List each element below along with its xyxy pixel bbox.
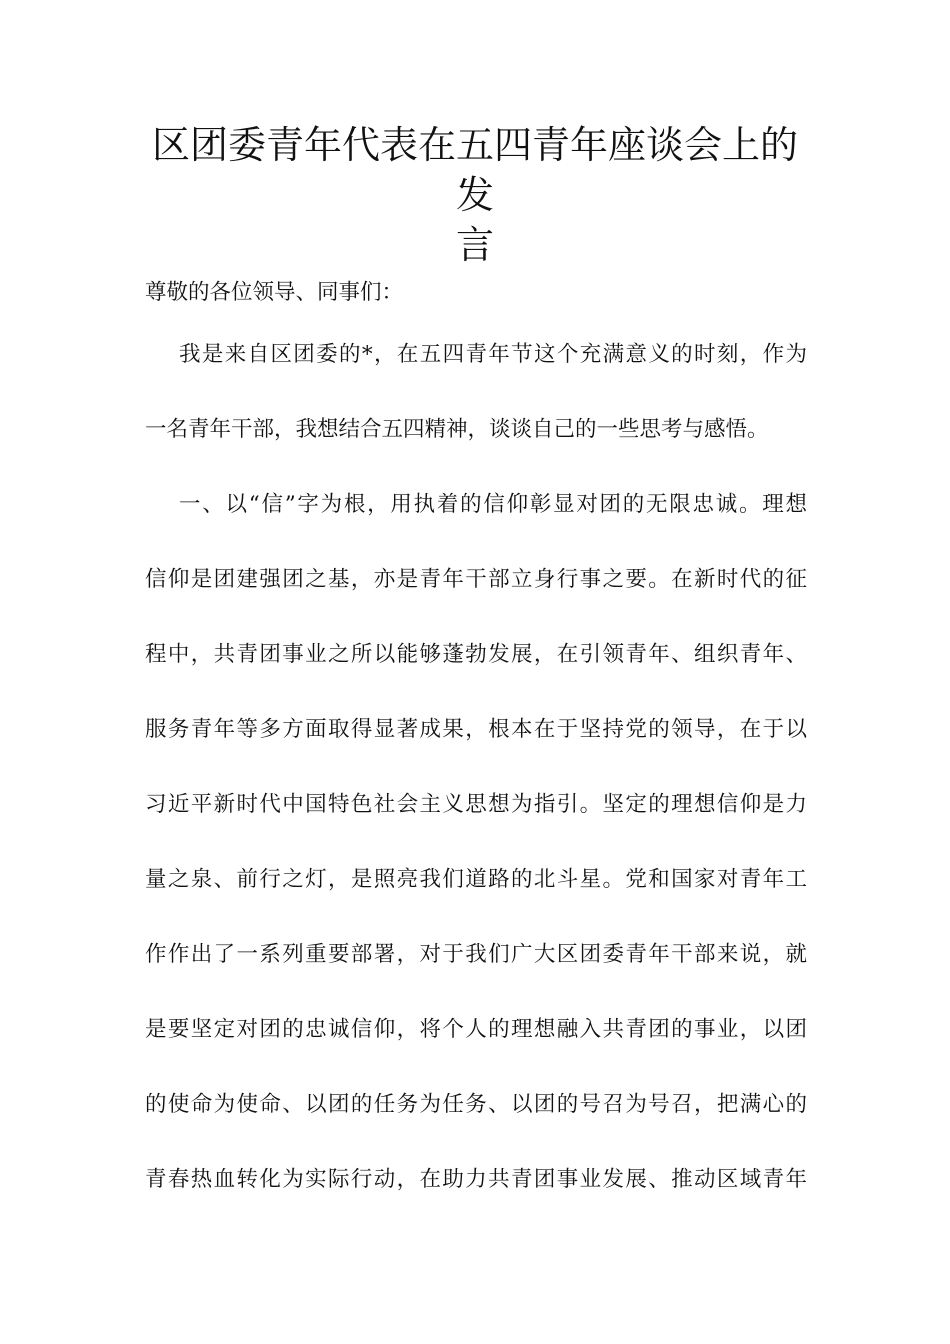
paragraph-line: 信仰是团建强团之基，亦是青年干部立身行事之要。在新时代的征	[145, 567, 807, 592]
paragraph-line: 一、以“信”字为根，用执着的信仰彰显对团的无限忠诚。理想	[179, 492, 807, 517]
title-line-2: 言	[455, 223, 494, 267]
paragraph-line: 习近平新时代中国特色社会主义思想为指引。坚定的理想信仰是力	[145, 792, 807, 817]
salutation: 尊敬的各位领导、同事们：	[145, 280, 404, 305]
paragraph-line: 青春热血转化为实际行动，在助力共青团事业发展、推动区域青年	[145, 1167, 807, 1192]
title-line-1: 区团委青年代表在五四青年座谈会上的发	[151, 123, 798, 217]
document-body	[145, 340, 807, 1240]
document-title	[140, 120, 810, 270]
paragraph-line: 的使命为使命、以团的任务为任务、以团的号召为号召，把满心的	[145, 1092, 807, 1117]
paragraph-line: 一名青年干部，我想结合五四精神，谈谈自己的一些思考与感悟。	[145, 417, 769, 442]
paragraph-line: 服务青年等多方面取得显著成果，根本在于坚持党的领导，在于以	[145, 717, 807, 742]
paragraph-line: 程中，共青团事业之所以能够蓬勃发展，在引领青年、组织青年、	[145, 642, 807, 667]
paragraph-line: 量之泉、前行之灯，是照亮我们道路的北斗星。党和国家对青年工	[145, 867, 807, 892]
paragraph-line: 作作出了一系列重要部署，对于我们广大区团委青年干部来说，就	[145, 942, 807, 967]
paragraph-line: 是要坚定对团的忠诚信仰，将个人的理想融入共青团的事业，以团	[145, 1017, 807, 1042]
paragraph-line: 我是来自区团委的*，在五四青年节这个充满意义的时刻，作为	[179, 342, 807, 367]
